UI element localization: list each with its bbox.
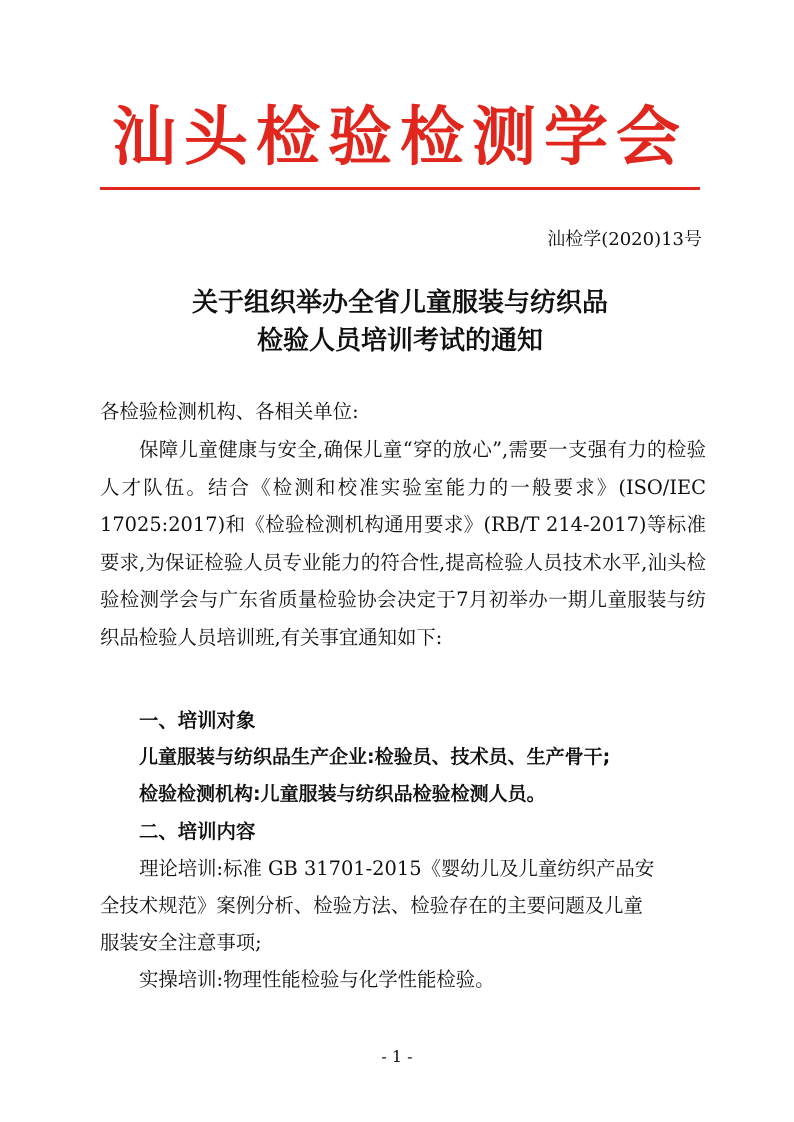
- notice-title-line-1: 关于组织举办全省儿童服装与纺织品: [191, 288, 608, 318]
- document-number: 汕检学(2020)13号: [547, 229, 702, 250]
- intro-paragraph: 保障儿童健康与安全,确保儿童“穿的放心”,需要一支强有力的检验人才队伍。结合《检测和校准实验室能力的一般要求》(ISO/IEC 17025:2017)和《检验检测机构通用要求》(RB/T 214-2017)等标准要求,为保证检验人员专业能力的符合性,提高检验人员技术水平,汕头检验检测学会与广东省质量检验协会决定于7月初举办一期儿童服装与纺织品检验人员培训班,有关事宜通知如下:: [100, 438, 706, 649]
- section-2-heading: 二、培训内容: [139, 820, 256, 843]
- trainee-enterprises: 儿童服装与纺织品生产企业:检验员、技术员、生产骨干;: [139, 746, 611, 768]
- notice-title-line-2: 检验人员培训考试的通知: [256, 326, 543, 356]
- trainee-institutions: 检验检测机构:儿童服装与纺织品检验检测人员。: [139, 783, 546, 805]
- masthead-title: 汕头检验检测学会: [112, 100, 688, 175]
- section-1-heading: 一、培训对象: [139, 709, 256, 732]
- masthead-red-rule: [100, 187, 700, 190]
- theory-training-line-3: 服装安全注意事项;: [100, 931, 262, 954]
- theory-training-line-1: 理论培训:标准 GB 31701-2015《婴幼儿及儿童纺织产品安: [139, 857, 655, 880]
- page-number: - 1 -: [381, 1047, 413, 1066]
- theory-training-line-2: 全技术规范》案例分析、检验方法、检验存在的主要问题及儿童: [100, 894, 643, 917]
- practical-training: 实操培训:物理性能检验与化学性能检验。: [139, 968, 495, 991]
- salutation: 各检验检测机构、各相关单位:: [100, 400, 359, 423]
